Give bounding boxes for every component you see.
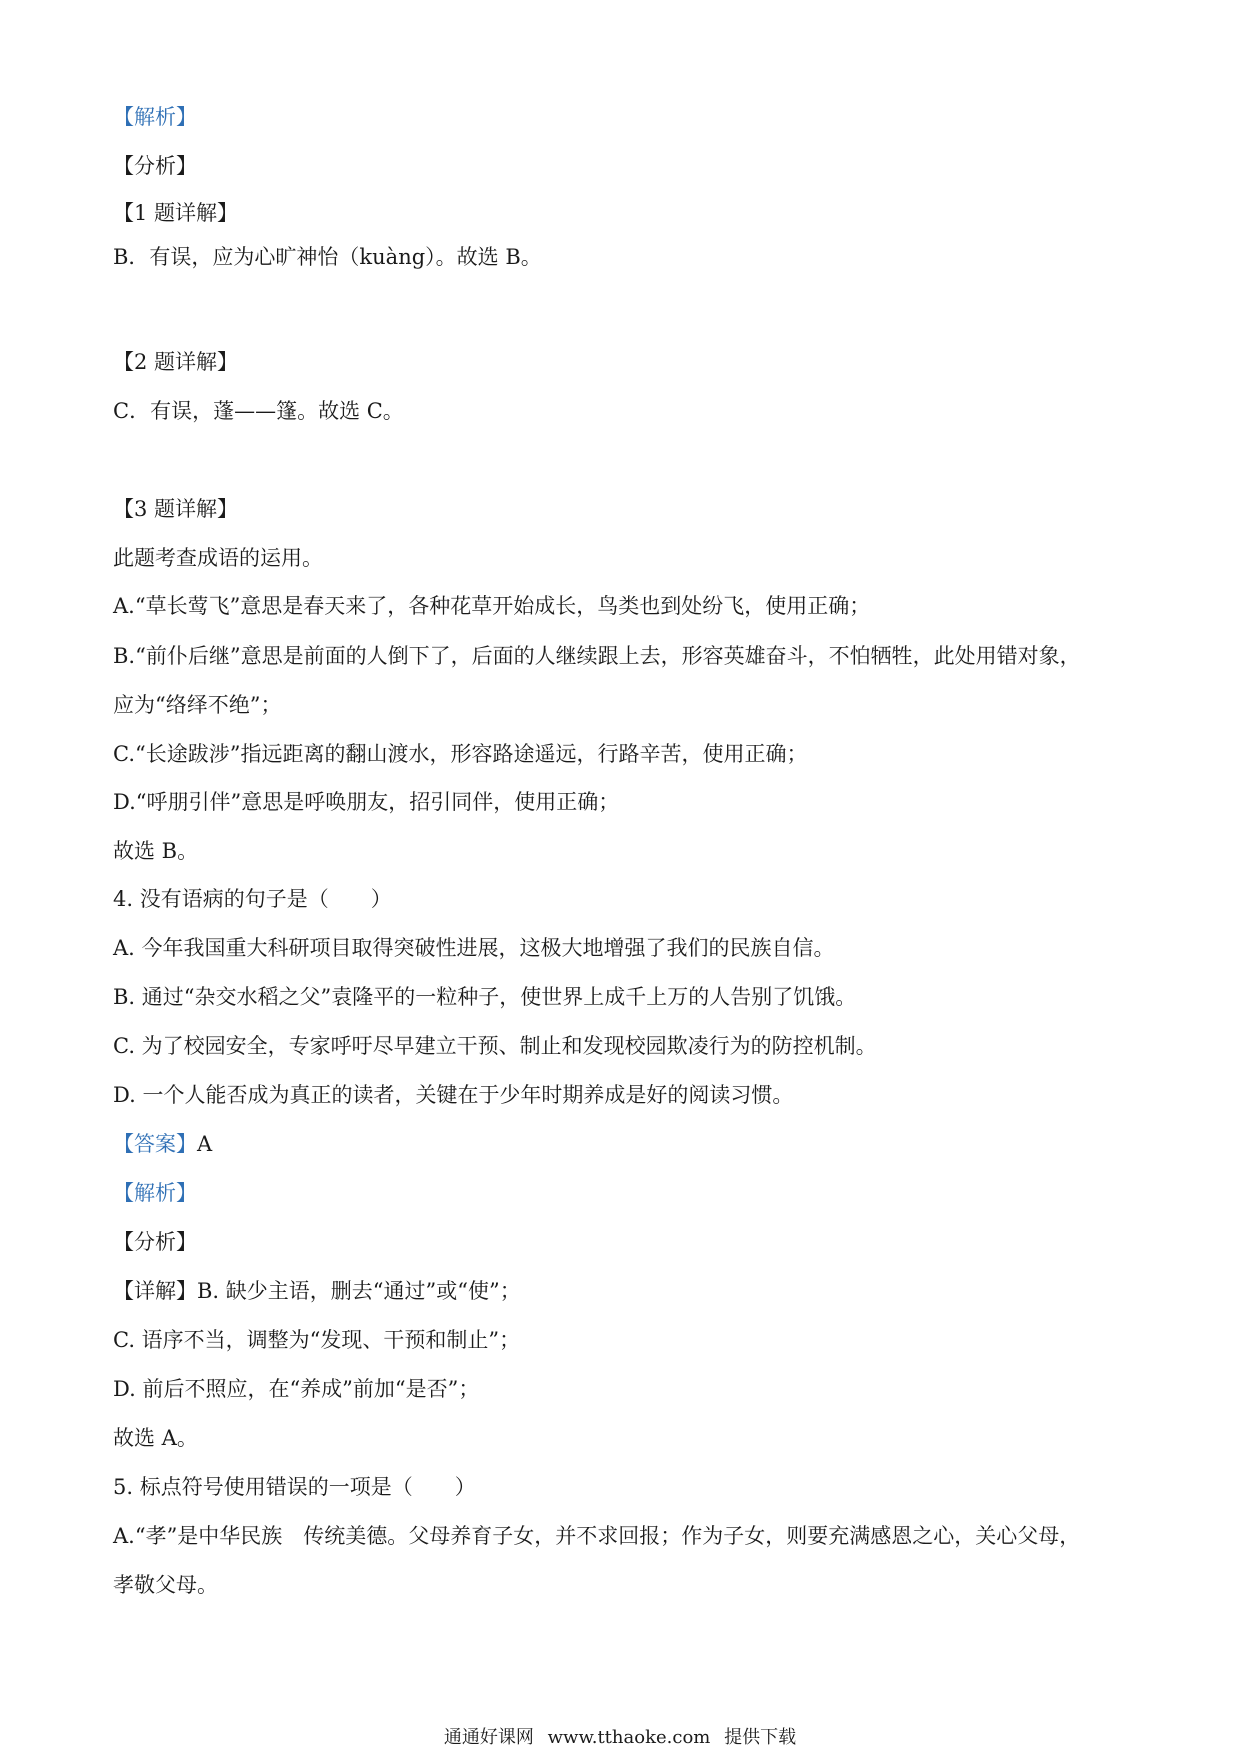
q4-detail-b: 【详解】B. 缺少主语，删去“通过”或“使”； bbox=[113, 1279, 521, 1303]
q3-option-b: B.“前仆后继”意思是前面的人倒下了，后面的人继续跟上去，形容英雄奋斗，不怕牺牲，此处用错对象， bbox=[113, 644, 1081, 668]
q5-option-a: A.“孝”是中华民族 传统美德。父母养育子女，并不求回报；作为子女，则要充满感恩之心，关心父母， bbox=[113, 1524, 1081, 1548]
q3-answer: 故选 B。 bbox=[113, 839, 199, 863]
q2-detail-heading: 【2 题详解】 bbox=[113, 350, 239, 374]
q4-detail-d: D. 前后不照应，在“养成”前加“是否”； bbox=[113, 1377, 480, 1401]
q5-option-a-cont: 孝敬父母。 bbox=[113, 1573, 218, 1597]
fenxi-heading-1: 【分析】 bbox=[113, 154, 197, 178]
q3-option-c: C.“长途跋涉”指远距离的翻山渡水，形容路途遥远，行路辛苦，使用正确； bbox=[113, 742, 808, 766]
q4-answer-line bbox=[113, 1129, 1130, 1159]
q3-intro: 此题考查成语的运用。 bbox=[113, 546, 323, 570]
analysis-heading-1: 【解析】 bbox=[113, 105, 197, 129]
answer-value: A bbox=[197, 1132, 213, 1156]
q4-question: 4. 没有语病的句子是（ ） bbox=[113, 887, 392, 911]
q4-option-b: B. 通过“杂交水稻之父”袁隆平的一粒种子，使世界上成千上万的人告别了饥饿。 bbox=[113, 985, 857, 1009]
analysis-heading-2: 【解析】 bbox=[113, 1181, 197, 1205]
q4-final-answer: 故选 A。 bbox=[113, 1426, 198, 1450]
q4-detail-c: C. 语序不当，调整为“发现、干预和制止”； bbox=[113, 1328, 521, 1352]
q4-option-a: A. 今年我国重大科研项目取得突破性进展，这极大地增强了我们的民族自信。 bbox=[113, 936, 835, 960]
footer-url[interactable]: www.tthaoke.com bbox=[547, 1727, 711, 1748]
q3-option-d: D.“呼朋引伴”意思是呼唤朋友，招引同伴，使用正确； bbox=[113, 790, 620, 814]
q4-option-d: D. 一个人能否成为真正的读者，关键在于少年时期养成是好的阅读习惯。 bbox=[113, 1083, 794, 1107]
page-footer bbox=[0, 1726, 1240, 1750]
answer-label: 【答案】 bbox=[113, 1132, 197, 1156]
q1-detail-text: B．有误，应为心旷神怡（kuàng）。故选 B。 bbox=[113, 245, 542, 269]
q1-detail-heading: 【1 题详解】 bbox=[113, 201, 239, 225]
q3-option-a: A.“草长莺飞”意思是春天来了，各种花草开始成长，鸟类也到处纷飞，使用正确； bbox=[113, 594, 871, 618]
footer-site-name: 通通好课网 bbox=[443, 1727, 534, 1748]
q3-detail-heading: 【3 题详解】 bbox=[113, 497, 239, 521]
q5-question: 5. 标点符号使用错误的一项是（ ） bbox=[113, 1475, 476, 1499]
fenxi-heading-2: 【分析】 bbox=[113, 1230, 197, 1254]
footer-suffix: 提供下载 bbox=[724, 1727, 797, 1748]
q2-detail-text: C．有误，蓬——篷。故选 C。 bbox=[113, 399, 404, 423]
q3-option-b-cont: 应为“络绎不绝”； bbox=[113, 693, 282, 717]
q4-option-c: C. 为了校园安全，专家呼吁尽早建立干预、制止和发现校园欺凌行为的防控机制。 bbox=[113, 1034, 877, 1058]
